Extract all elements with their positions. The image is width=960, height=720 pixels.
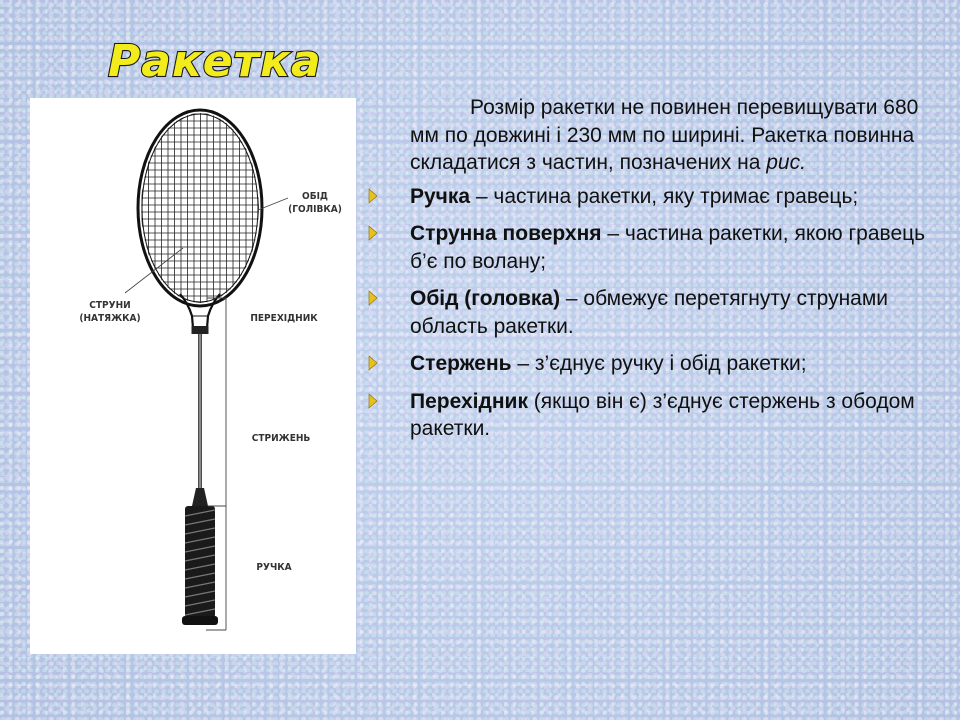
bullet-marker-icon	[368, 355, 378, 371]
list-item-desc: – частина ракетки, якою гравець б’є по волану;	[410, 222, 926, 273]
bullet-marker-icon	[368, 290, 378, 306]
list-item	[368, 350, 938, 378]
list-item	[368, 183, 938, 211]
list-item-desc: (якщо він є) з’єднує стержень з ободом ракетки.	[410, 389, 915, 440]
racket-figure	[30, 98, 356, 654]
list-item-desc: – частина ракетки, яку тримає гравець;	[470, 184, 859, 208]
label-strings-line2: (НАТЯЖКА)	[79, 313, 141, 324]
list-item-term: Обід (головка)	[410, 287, 561, 310]
list-item-term: Струнна поверхня	[410, 222, 602, 245]
throat-collar	[192, 326, 209, 334]
bullet-marker-icon	[368, 188, 378, 204]
intro-text: Розмір ракетки не повинен перевищувати 680 мм по довжині і 230 мм по ширині. Ракетка повинна складатися з частин, позначених на	[410, 96, 919, 174]
list-item	[368, 220, 938, 275]
label-throat: ПЕРЕХІДНИК	[250, 313, 318, 324]
rim	[138, 110, 262, 306]
label-strings-line1: СТРУНИ	[89, 300, 131, 311]
intro-paragraph	[368, 94, 938, 177]
label-rim-line1: ОБІД	[302, 191, 328, 202]
slide-body	[368, 94, 938, 453]
label-strings	[72, 299, 148, 325]
bullet-marker-icon	[368, 393, 378, 409]
list-item-desc: – обмежує перетягнуту струнами область ракетки.	[410, 287, 889, 338]
list-item	[368, 285, 938, 340]
list-item-term: Перехідник	[410, 389, 528, 413]
list-item	[368, 388, 938, 443]
string-bed	[130, 108, 270, 308]
handle	[182, 506, 218, 625]
label-rim	[277, 190, 353, 216]
list-item-term: Стержень	[410, 352, 512, 375]
bullet-marker-icon	[368, 225, 378, 241]
slide-title	[104, 30, 324, 92]
label-shaft: СТРИЖЕНЬ	[251, 433, 311, 444]
label-rim-line2: (ГОЛІВКА)	[288, 204, 342, 215]
intro-emphasis: рис.	[766, 151, 806, 174]
list-item-desc: – з’єднує ручку і обід ракетки;	[511, 352, 807, 375]
label-handle: РУЧКА	[256, 562, 292, 573]
list-item-term: Ручка	[410, 184, 471, 208]
title-text: Ракетка	[108, 36, 322, 87]
parts-list	[368, 183, 938, 443]
